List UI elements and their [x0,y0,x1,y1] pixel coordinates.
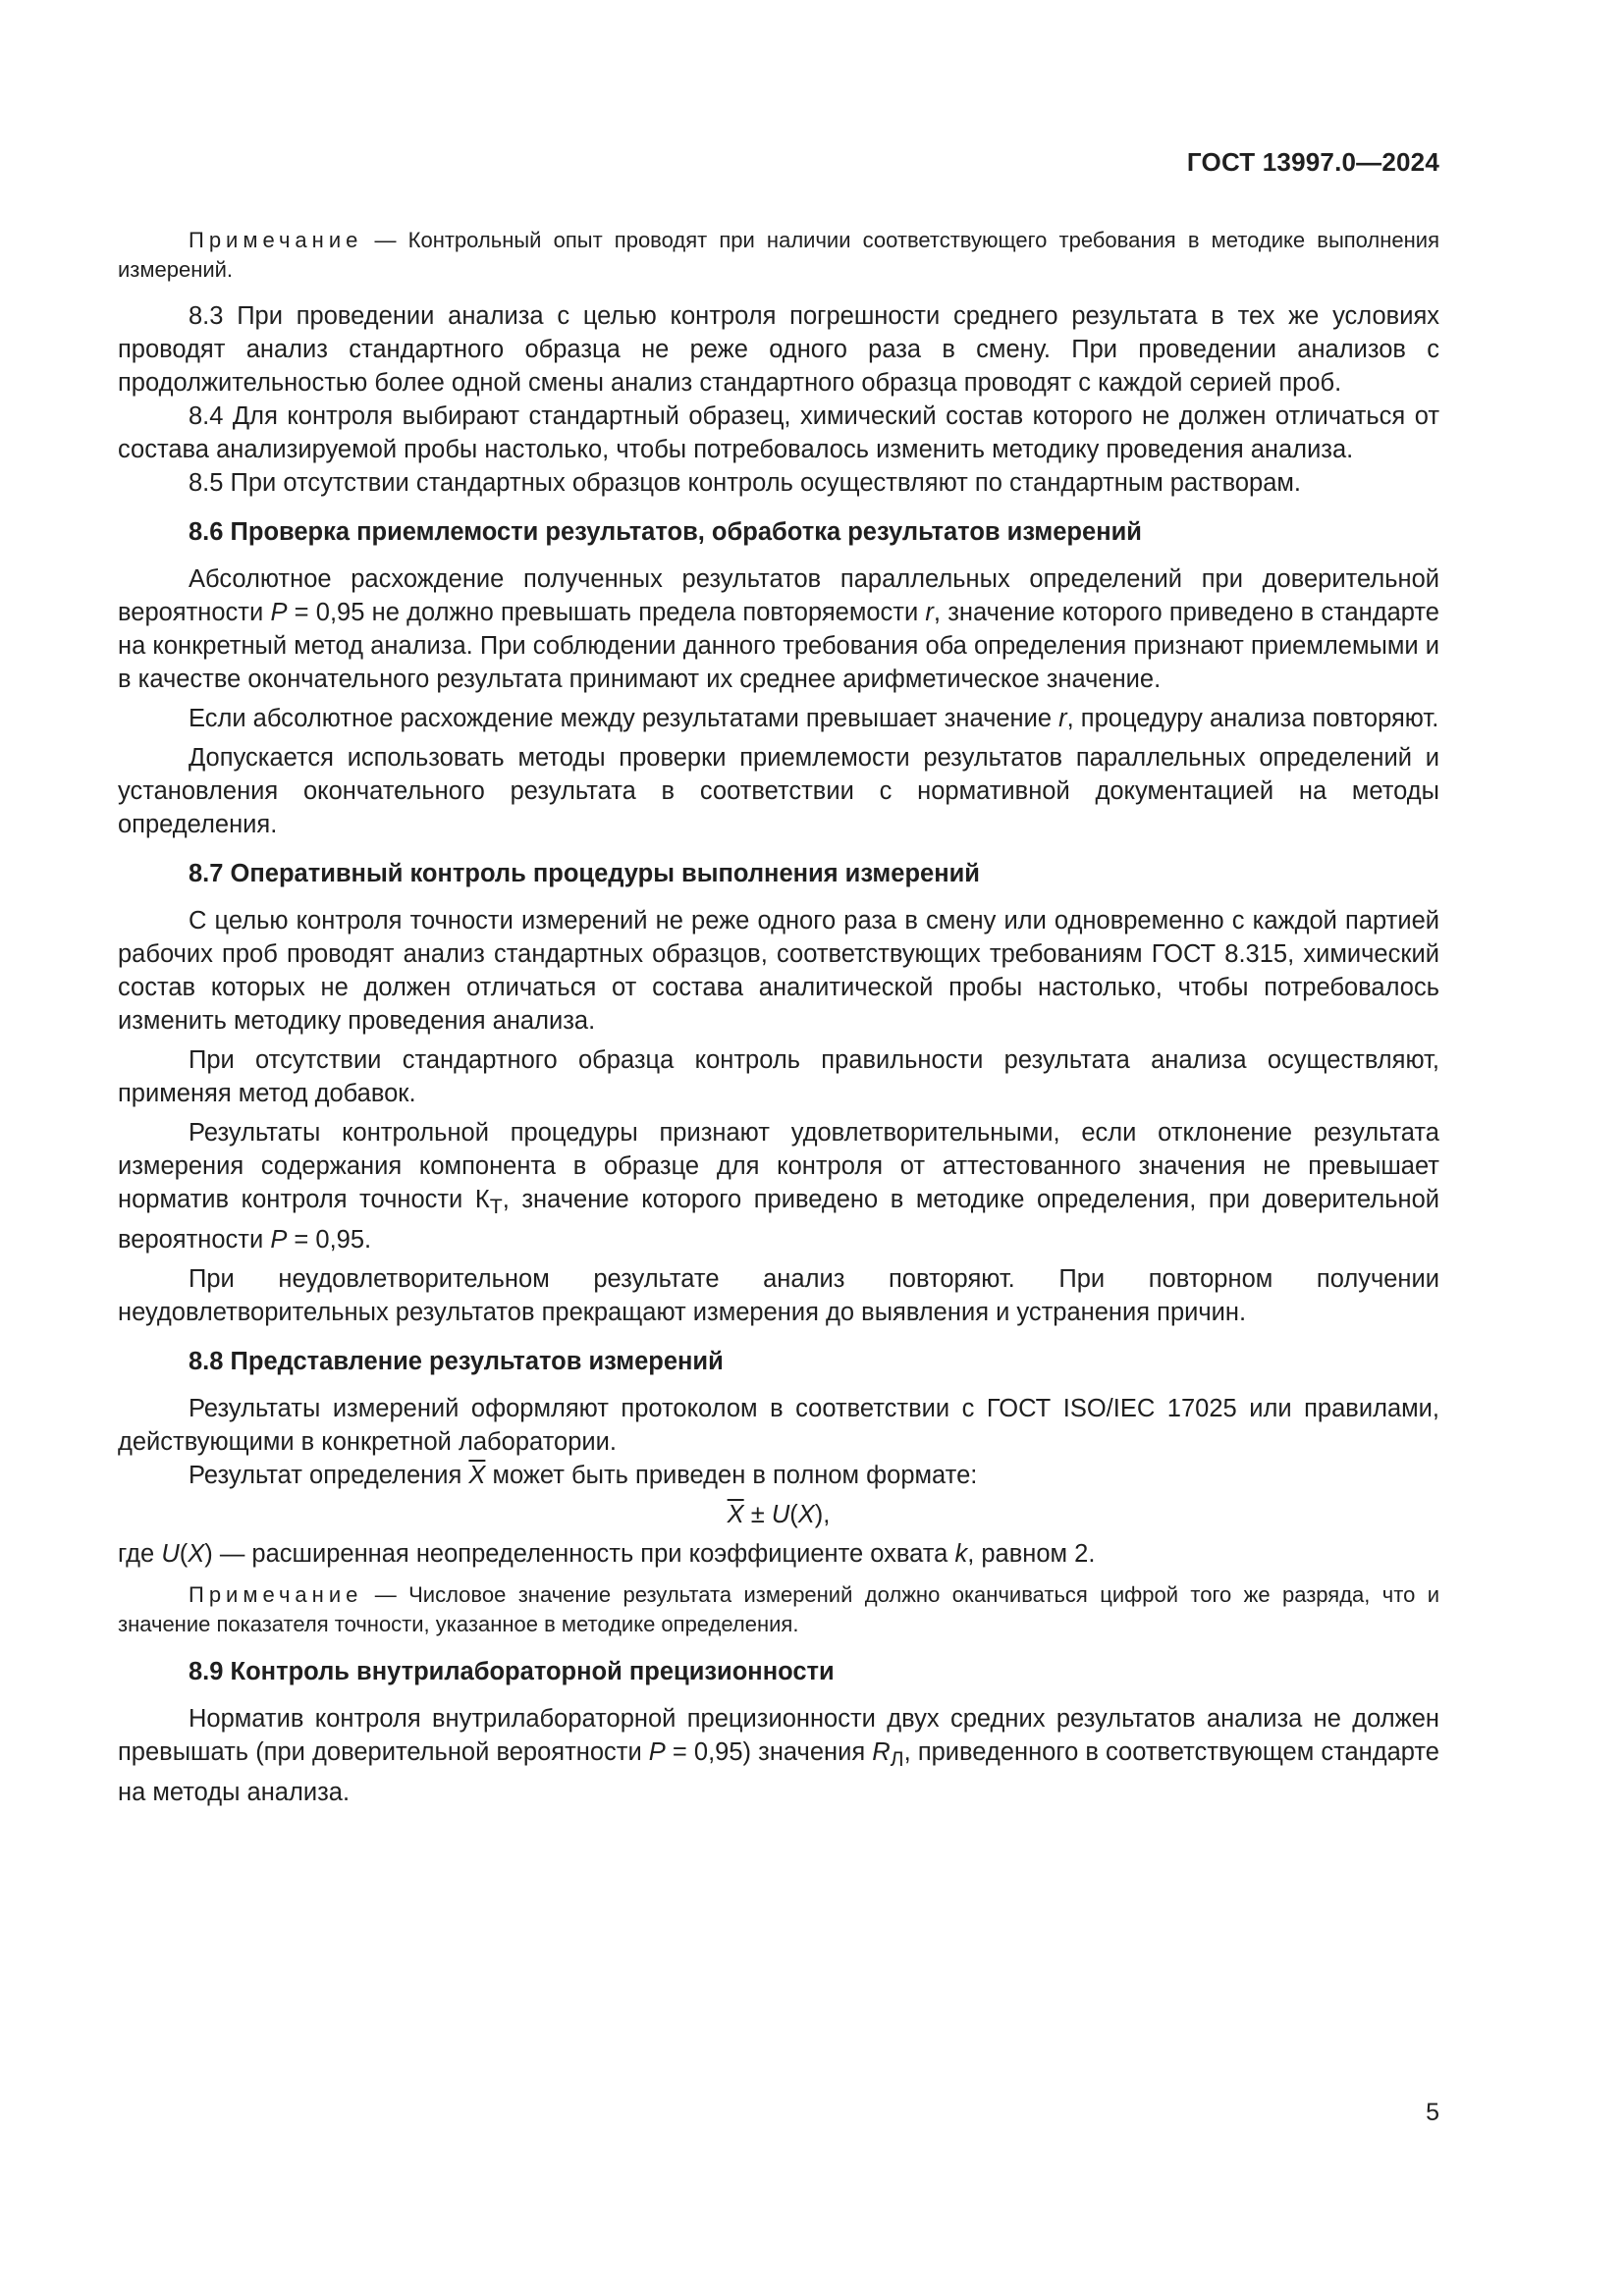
heading-8-8: 8.8 Представление результатов измерений [189,1348,724,1376]
note-text: — Контрольный опыт проводят при наличии соответствующего требования в методике выполнения измерений. [118,228,1439,282]
note-text: — Числовое значение результата измерений должно оканчиваться цифрой того же разряда, что и значение показателя точности, указанное в методике определения. [118,1582,1439,1637]
note-label: Примечание [189,228,363,252]
note-numeric-value [118,1580,1439,1639]
document-body [118,226,1439,1809]
heading-8-7: 8.7 Оперативный контроль процедуры выполнения измерений [189,860,980,887]
clause-8-6-para-3: Допускается использовать методы проверки приемлемости результатов параллельных определений и установления окончательного результата в соответствии с нормативной документацией на методы определения. [118,744,1439,838]
clause-8-5: 8.5 При отсутствии стандартных образцов контроль осуществляют по стандартным растворам. [189,469,1302,497]
note-control-experiment [118,226,1439,285]
clause-8-9-para-1: Норматив контроля внутрилабораторной прецизионности двух средних результатов анализа не должен превышать (при доверительной вероятности P = 0,95) значения $R_Л$, приведенного в соответствующем стандарте на методы анализа. [118,1705,1439,1807]
clause-8-6-para-2: Если абсолютное расхождение между результатами превышает значение r, процедуру анализа повторяют. [189,705,1439,732]
heading-8-6: 8.6 Проверка приемлемости результатов, обработка результатов измерений [189,518,1142,546]
clause-8-3: 8.3 При проведении анализа с целью контроля погрешности среднего результата в тех же условиях проводят анализ стандартного образца не реже одного раза в смену. При проведении анализов с продолжительностью более одной смены анализ стандартного образца проводят с каждой серией проб. [118,302,1439,397]
formula-explanation: где U(X) — расширенная неопределенность при коэффициенте охвата k, равном 2. [118,1540,1096,1569]
clause-8-8-para-2: Результат определения $\overline{X}$ может быть приведен в полном формате: [189,1462,978,1490]
clause-8-4: 8.4 Для контроля выбирают стандартный образец, химический состав которого не должен отличаться от состава анализируемой пробы настолько, чтобы потребовалось изменить методику проведения анализа. [118,402,1439,463]
formula-result: $\overline{X} \pm U(X)$, [727,1501,831,1529]
page-number: 5 [1426,2099,1439,2126]
note-label: Примечание [189,1582,363,1608]
clause-8-8-para-1: Результаты измерений оформляют протоколом в соответствии с ГОСТ ISO/IEC 17025 или правилами, действующими в конкретной лаборатории. [118,1395,1439,1457]
clause-8-7-para-3: Результаты контрольной процедуры признают удовлетворительными, если отклонение результата измерения содержания компонента в образце для контроля от аттестованного значения не превышает норматив контроля точности $К_Т$, значение которого приведено в методике определения, при доверительной вероятности P = 0,95. [118,1119,1440,1255]
clause-8-7-para-2: При отсутствии стандартного образца контроль правильности результата анализа осуществляют, применяя метод добавок. [118,1046,1439,1107]
document-code-header: ГОСТ 13997.0—2024 [1186,147,1439,177]
clause-8-6-para-1: Абсолютное расхождение полученных результатов параллельных определений при доверительной вероятности P = 0,95 не должно превышать предела повторяемости r, значение которого приведено в стандарте на конкретный метод анализа. При соблюдении данного требования оба определения признают приемлемыми и в качестве окончательного результата принимают их среднее арифметическое значение. [118,565,1439,693]
clause-8-7-para-1: С целью контроля точности измерений не реже одного раза в смену или одновременно с каждой партией рабочих проб проводят анализ стандартных образцов, соответствующих требованиям ГОСТ 8.315, химический состав которых не должен отличаться от состава аналитической пробы настолько, чтобы потребовалось изменить методику проведения анализа. [118,907,1439,1035]
heading-8-9: 8.9 Контроль внутрилабораторной прецизионности [189,1658,835,1686]
clause-8-7-para-4: При неудовлетворительном результате анализ повторяют. При повторном получении неудовлетворительных результатов прекращают измерения до выявления и устранения причин. [118,1265,1439,1327]
